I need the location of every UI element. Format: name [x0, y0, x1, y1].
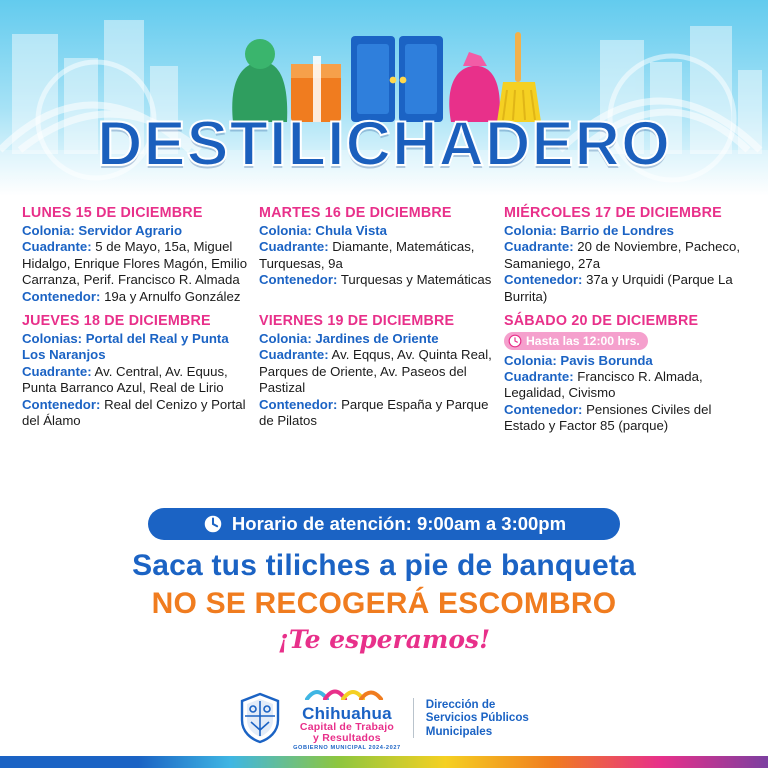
- day-card-jueves: [22, 313, 254, 435]
- cuadrante-value: 5 de Mayo, 15a, Miguel Hidalgo, Enrique Flores Magón, Emilio Carranza, Perif. Francisco R. Almada: [22, 239, 248, 288]
- cuadrante-line: [504, 239, 750, 272]
- header-banner: [0, 0, 768, 196]
- cuadrante-label: Cuadrante:: [504, 369, 574, 385]
- colonia-label: Colonia:: [259, 331, 312, 347]
- schedule-bar: [148, 508, 620, 540]
- day-card-miercoles: [504, 205, 750, 305]
- time-limit-badge: [504, 332, 648, 350]
- colonia-label: Colonia:: [504, 352, 557, 368]
- contenedor-line: [259, 272, 499, 288]
- contenedor-label: Contenedor:: [22, 396, 101, 412]
- cuadrante-label: Cuadrante:: [22, 363, 92, 379]
- contenedor-label: Contenedor:: [259, 272, 338, 288]
- contenedor-value: Real del Cenizo y Portal del Álamo: [22, 396, 246, 429]
- cuadrante-value: Diamante, Matemáticas, Turquesas, 9a: [259, 239, 475, 271]
- cuadrante-line: [22, 364, 254, 397]
- colonia-value: Chula Vista: [315, 223, 387, 238]
- cuadrante-value: 20 de Noviembre, Pacheco, Samaniego, 27a: [504, 239, 741, 271]
- contenedor-line: [22, 289, 254, 305]
- slogan-warning: NO SE RECOGERÁ ESCOMBRO: [151, 587, 617, 620]
- time-limit-text: Hasta las 12:00 hrs.: [526, 334, 640, 349]
- colonia-line: [504, 353, 750, 369]
- contenedor-line: [504, 402, 750, 435]
- brand-tagline: Capital de Trabajo y Resultados: [299, 721, 394, 745]
- footer-color-band: [0, 756, 768, 768]
- colonia-value: Jardines de Oriente: [315, 331, 439, 347]
- brand-government-line: GOBIERNO MUNICIPAL 2024-2027: [293, 745, 401, 752]
- contenedor-label: Contenedor:: [504, 272, 583, 288]
- brand-arcs-icon: [301, 684, 393, 700]
- colonia-line: [504, 223, 750, 239]
- colonia-label: Colonias:: [22, 331, 83, 347]
- page-title: DESTILICHADERO: [96, 109, 672, 179]
- department-name: Dirección de Servicios Públicos Municipales: [425, 697, 529, 738]
- cuadrante-line: [259, 239, 499, 272]
- clock-icon: [508, 334, 522, 348]
- day-title: LUNES 15 DE DICIEMBRE: [22, 205, 203, 221]
- contenedor-value: 19a y Arnulfo González: [104, 288, 241, 304]
- cuadrante-value: Av. Eqqus, Av. Quinta Real, Parques de Oriente, Av. Paseos del Pastizal: [259, 347, 492, 396]
- footer: [0, 680, 768, 768]
- slogan-primary: Saca tus tiliches a pie de banqueta: [132, 549, 636, 582]
- contenedor-label: Contenedor:: [259, 396, 338, 412]
- brand-name: Chihuahua: [302, 703, 392, 723]
- day-title: MARTES 16 DE DICIEMBRE: [259, 205, 452, 221]
- cuadrante-value: Francisco R. Almada, Legalidad, Civismo: [504, 369, 703, 401]
- colonia-line: [22, 223, 254, 239]
- cuadrante-label: Cuadrante:: [259, 239, 329, 255]
- cuadrante-label: Cuadrante:: [22, 239, 92, 255]
- colonia-line: [22, 331, 254, 364]
- contenedor-value: Pensiones Civiles del Estado y Factor 85 (parque): [504, 401, 712, 434]
- colonia-label: Colonia:: [504, 223, 557, 238]
- contenedor-value: Parque España y Parque de Pilatos: [259, 396, 489, 429]
- cuadrante-label: Cuadrante:: [259, 347, 329, 363]
- cuadrante-line: [259, 347, 499, 396]
- day-title: MIÉRCOLES 17 DE DICIEMBRE: [504, 205, 722, 221]
- footer-content: [0, 680, 768, 756]
- contenedor-line: [504, 272, 750, 305]
- contenedor-line: [22, 397, 254, 430]
- day-card-lunes: [22, 205, 254, 305]
- colonia-value: Servidor Agrario: [78, 223, 182, 238]
- day-card-martes: [259, 205, 499, 305]
- colonia-value: Portal del Real y Punta Los Naranjos: [22, 331, 229, 363]
- schedule-bar-text: Horario de atención: 9:00am a 3:00pm: [231, 513, 567, 534]
- cuadrante-label: Cuadrante:: [504, 239, 574, 255]
- day-title: SÁBADO 20 DE DICIEMBRE: [504, 313, 699, 330]
- day-title: JUEVES 18 DE DICIEMBRE: [22, 313, 211, 330]
- contenedor-line: [259, 397, 499, 430]
- footer-divider: [413, 698, 414, 738]
- city-brand-logo: [293, 684, 401, 753]
- contenedor-label: Contenedor:: [22, 288, 101, 304]
- colonia-value: Barrio de Londres: [560, 223, 675, 238]
- colonia-value: Pavis Borunda: [560, 352, 653, 368]
- schedule-grid: [22, 205, 750, 435]
- cuadrante-line: [504, 369, 750, 402]
- colonia-line: [259, 331, 499, 347]
- cuadrante-value: Av. Central, Av. Equus, Punta Barranco Azul, Real de Lirio: [22, 363, 228, 396]
- coat-of-arms-icon: [239, 692, 281, 744]
- colonia-label: Colonia:: [259, 223, 312, 238]
- contenedor-value: 37a y Urquidi (Parque La Burrita): [504, 272, 733, 304]
- colonia-line: [259, 223, 499, 239]
- contenedor-label: Contenedor:: [504, 401, 583, 417]
- slogan-closing: ¡Te esperamos!: [277, 625, 491, 654]
- day-card-viernes: [259, 313, 499, 435]
- clock-icon: [202, 513, 224, 535]
- cuadrante-line: [22, 239, 254, 288]
- colonia-label: Colonia:: [22, 223, 75, 238]
- day-card-sabado: [504, 313, 750, 435]
- day-title: VIERNES 19 DE DICIEMBRE: [259, 313, 455, 330]
- contenedor-value: Turquesas y Matemáticas: [340, 272, 492, 288]
